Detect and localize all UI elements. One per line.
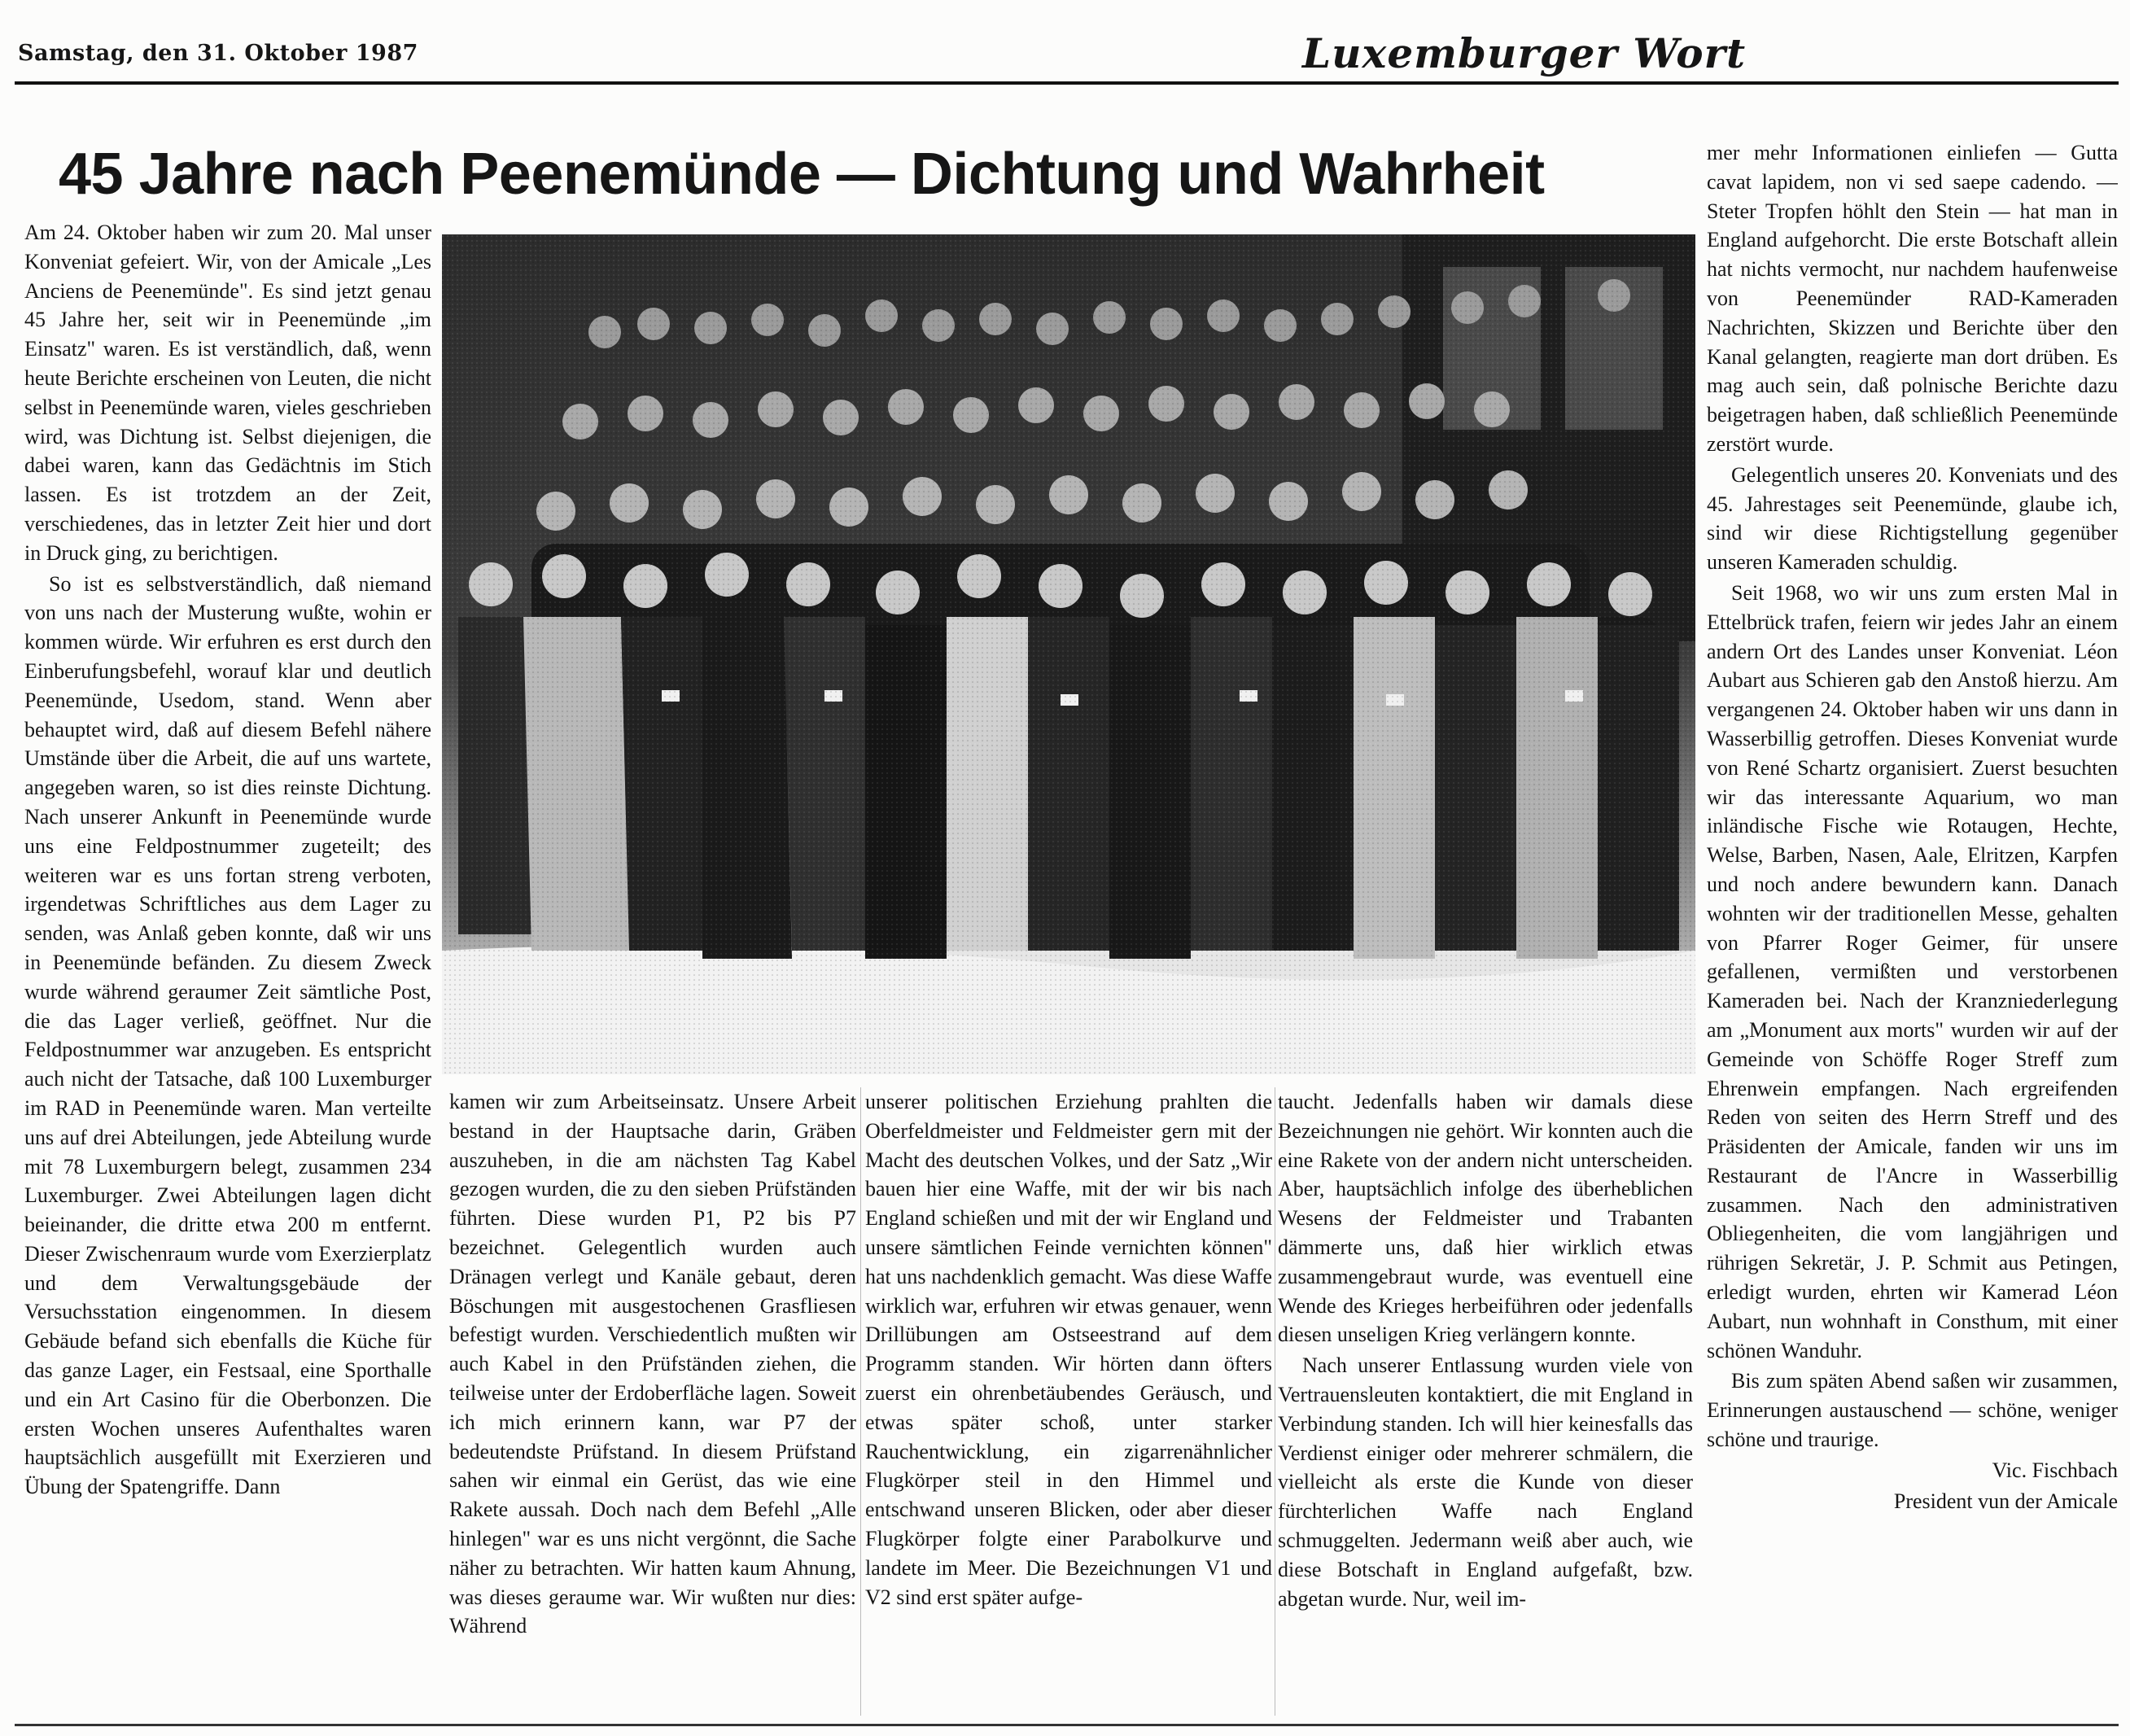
article-headline: 45 Jahre nach Peenemünde — Dichtung und Wahrheit xyxy=(59,142,1545,207)
paragraph: mer mehr Informationen einliefen — Gutta cavat lapidem, non vi sed saepe cadendo. — Steter Tropfen höhlt den Stein — hat man in England aufgehorcht. Die erste Botschaft allein hat nichts vermocht, nur nachdem haufenweise von Peenemünder RAD-Kameraden Nachrichten, Skizzen und Berichte über den Kanal gelangten, reagierte man dort drüben. Es mag auch sein, daß polnische Berichte dazu beigetragen haben, daß schließlich Peenemünde zerstört wurde. xyxy=(1707,141,2118,456)
group-photo xyxy=(442,234,1695,1074)
paragraph: Bis zum späten Abend saßen wir zusammen, Erinnerungen austauschend — schöne, weniger schöne und traurige. xyxy=(1707,1369,2118,1452)
article-column-1 xyxy=(24,218,431,1716)
author-name: Vic. Fischbach xyxy=(1992,1458,2118,1482)
article-column-2 xyxy=(449,1087,856,1716)
article-column-5 xyxy=(1707,138,2118,1716)
issue-date: Samstag, den 31. Oktober 1987 xyxy=(18,41,418,66)
paragraph: Am 24. Oktober haben wir zum 20. Mal unser Konveniat gefeiert. Wir, von der Amicale „Les Anciens de Peenemünde". Es sind jetzt genau 45 Jahre her, seit wir in Peenemünde „im Einsatz" waren. Es ist verständlich, daß, wenn heute Berichte erscheinen von Leuten, die nicht selbst in Peenemünde waren, vieles geschrieben wird, was Dichtung ist. Selbst diejenigen, die dabei waren, kann das Gedächtnis im Stich lassen. Es ist trotzdem an der Zeit, verschiedenes, das in letzter Zeit hier und dort in Druck ging, zu berichtigen. xyxy=(24,221,431,565)
paragraph: kamen wir zum Arbeitseinsatz. Unsere Arbeit bestand in der Hauptsache darin, Gräben auszuheben, in die am nächsten Tag Kabel gezogen wurden, die zu den sieben Prüfständen führten. Diese wurden P1, P2 bis P7 bezeichnet. Gelegentlich wurden auch Dränagen verlegt und Kanäle gebaut, deren Böschungen mit ausgestochenen Grasfliesen befestigt wurden. Verschiedentlich mußten wir auch Kabel in den Prüfständen ziehen, die teilweise unter der Erdoberfläche lagen. Soweit ich mich erinnern kann, war P7 der bedeutendste Prüfstand. In diesem Prüfstand sahen wir einmal ein Gerüst, das wie eine Rakete aussah. Doch nach dem Befehl „Alle hinlegen" war es uns nicht vergönnt, die Sache näher zu betrachten. Wir hatten kaum Ahnung, was dieses geraume war. Wir wußten nur dies: Während xyxy=(449,1090,856,1638)
paragraph: Nach unserer Entlassung wurden viele von Vertrauensleuten kontaktiert, die mit England in Verbindung standen. Ich will hier keinesfalls das Verdienst einiger oder mehrerer schmälern, die vielleicht als erste die Kunde von dieser fürchterlichen Waffe nach England schmuggelten. Jedermann weiß aber auch, wie diese Botschaft in England aufgefaßt, bzw. abgetan wurde. Nur, weil im- xyxy=(1278,1353,1693,1611)
column-divider xyxy=(860,1087,861,1716)
newspaper-masthead: Luxemburger Wort xyxy=(1302,29,1747,77)
paragraph: Seit 1968, wo wir uns zum ersten Mal in Ettelbrück trafen, feiern wir jedes Jahr an einem andern Ort des Landes unser Konveniat. Léon Aubart aus Schieren gab den Anstoß hierzu. Am vergangenen 24. Oktober haben wir uns dann in Wasserbillig getroffen. Dieses Konveniat wurde von René Schartz organisiert. Zuerst besuchten wir das interessante Aquarium, wo man inländische Fische wie Rotaugen, Hechte, Welse, Barben, Nasen, Aale, Elritzen, Karpfen und noch andere bewundern kann. Danach wohnten wir der traditionellen Messe, gehalten von Pfarrer Roger Geimer, für unsere gefallenen, vermißten und verstorbenen Kameraden bei. Nach der Kranzniederlegung am „Monument aux morts" wurden wir auf der Gemeinde von Schöffe Roger Streff zum Ehrenwein empfangen. Nach ergreifenden Reden von seiten des Herrn Streff und des Präsidenten der Amicale, fanden wir uns im Restaurant de l'Ancre in Wasserbillig zusammen. Nach den administrativen Obliegenheiten, die vom langjährigen und rührigen Sekretär, J. P. Schmit aus Petingen, erledigt wurden, ehrten wir Kamerad Léon Aubart, nun wohnhaft in Consthum, mit einer schönen Wanduhr. xyxy=(1707,580,2118,1362)
paragraph: unserer politischen Erziehung prahlten die Oberfeldmeister und Feldmeister gern mit der Macht des deutschen Volkes, und der Satz „Wir bauen hier eine Waffe, mit der wir bis nach England schießen und mit der wir England und unsere sämtlichen Feinde vernichten können" hat uns nachdenklich gemacht. Was diese Waffe wirklich war, erfuhren wir etwas genauer, wenn Drillübungen am Ostseestrand auf dem Programm standen. Wir hörten dann öfters zuerst ein ohrenbetäubendes Geräusch, und etwas später schoß, unter starker Rauchentwicklung, ein zigarrenähnlicher Flugkörper steil in den Himmel und entschwand unseren Blicken, oder aber dieser Flugkörper folgte einer Parabolkurve und landete im Meer. Die Bezeichnungen V1 und V2 sind erst später aufge- xyxy=(865,1090,1272,1609)
paragraph: So ist es selbstverständlich, daß niemand von uns nach der Musterung wußte, wohin er kommen würde. Wir erfuhren es erst durch den Einberufungsbefehl, worauf klar und deutlich Peenemünde, Usedom, stand. Wenn aber behauptet wird, daß auf diesem Befehl nähere Umstände über die Arbeit, die auf uns wartete, angegeben waren, so ist dies reinste Dichtung. Nach unserer Ankunft in Peenemünde wurde uns eine Feldpostnummer zugeteilt; des weiteren war es uns fortan streng verboten, irgendetwas Schriftliches aus dem Lager zu senden, was Anlaß geben konnte, daß wir uns in Peenemünde befänden. Zu diesem Zweck wurde während geraumer Zeit sämtliche Post, die das Lager verließ, geöffnet. Nur die Feldpostnummer war anzugeben. Es entspricht auch nicht der Tatsache, daß 100 Luxemburger im RAD in Peenemünde waren. Man verteilte uns auf drei Abteilungen, jede Abteilung wurde mit 78 Luxemburgern belegt, zusammen 234 Luxemburger. Zwei Abteilungen lagen dicht beieinander, die dritte etwa 200 m entfernt. Dieser Zwischenraum wurde vom Exerzierplatz und dem Verwaltungsgebäude der Versuchsstation eingenommen. In diesem Gebäude befand sich ebenfalls die Küche für das ganze Lager, ein Festsaal, eine Sporthalle und ein Art Casino für die Oberbonzen. Die ersten Wochen unseres Aufenthaltes waren hauptsächlich ausgefüllt mit Exerzieren und Übung der Spatengriffe. Dann xyxy=(24,571,431,1499)
article-column-4 xyxy=(1278,1087,1693,1716)
article-column-3 xyxy=(865,1087,1272,1716)
group-photo-icon xyxy=(442,234,1695,1074)
paragraph: Gelegentlich unseres 20. Konveniats und des 45. Jahrestages seit Peenemünde, glaube ich, sind wir diese Richtigstellung gegenüber unseren Kameraden schuldig. xyxy=(1707,462,2118,575)
top-rule xyxy=(15,81,2119,85)
bottom-rule xyxy=(15,1724,2119,1726)
paragraph: taucht. Jedenfalls haben wir damals diese Bezeichnungen nie gehört. Wir konnten auch die eine Rakete von der andern nicht unterscheiden. Aber, hauptsächlich infolge des überheblichen Wesens der Feldmeister und Trabanten dämmerte uns, daß hier wirklich etwas zusammengebraut wurde, was eventuell eine Wende des Krieges herbeiführen oder jedenfalls diesen unseligen Krieg verlängern konnte. xyxy=(1278,1090,1693,1347)
author-title: President vun der Amicale xyxy=(1893,1489,2118,1513)
